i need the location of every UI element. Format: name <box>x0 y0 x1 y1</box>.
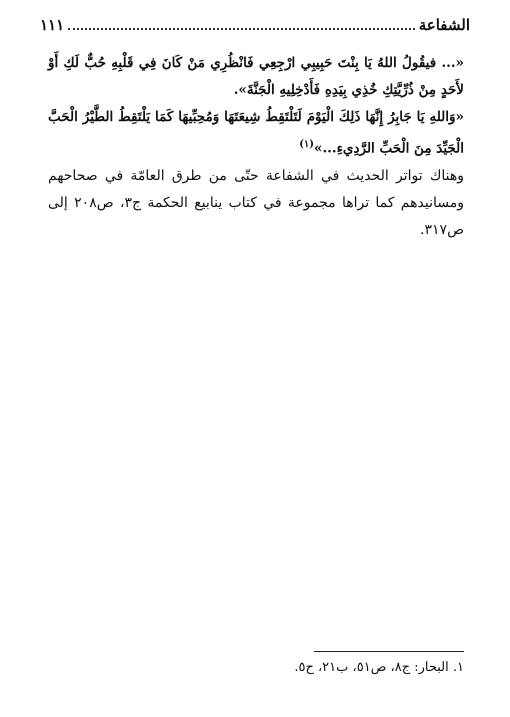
page-number: ١١١ <box>40 16 65 34</box>
header-leader-dots <box>68 27 415 30</box>
footnote-text: ١. البحار: ج٨، ص٥١، ب٢١، ح٥. <box>294 660 464 675</box>
footnote-separator <box>314 651 464 652</box>
body-paragraph: وهناك تواتر الحديث في الشفاعة حتّى من طرق العامّة في صحاحهم ومسانيدهم كما تراها مجموعة في كتاب ينابيع الحكمة ج٣، ص٢٠٨ إلى ص٣١٧. <box>48 167 464 238</box>
quote-paragraph-2 <box>48 104 464 163</box>
quote-paragraph-1: «... فيقُولُ اللهُ يَا بِنْتَ حَبِيبِي ارْجِعِي فَانْظُرِي مَنْ كَانَ فِي قَلْبِهِ حُبٌّ لَكِ أَوْ لأَحَدٍ مِنْ ذُرِّيَّتِكِ خُذِي بِيَدِهِ فَأَدْخِلِيهِ الْجَنَّةَ». <box>48 55 464 98</box>
section-title: الشفاعة <box>418 16 470 34</box>
quote-paragraph-2-text: «وَاللهِ يَا جَابِرُ إِنَّهَا ذَلِكَ الْيَوْمَ لَتَلْتَقِطُ شِيعَتَهَا وَمُحِبِّيهَا كَمَا يَلْتَقِطُ الطَّيْرُ الْحَبَّ الْجَيِّدَ مِنَ الْحَبِّ الرَّدِيءِ...» <box>48 109 464 157</box>
main-text <box>48 50 464 244</box>
footnote <box>48 658 464 678</box>
running-header <box>40 14 470 36</box>
footnote-marker: (١) <box>299 139 315 150</box>
